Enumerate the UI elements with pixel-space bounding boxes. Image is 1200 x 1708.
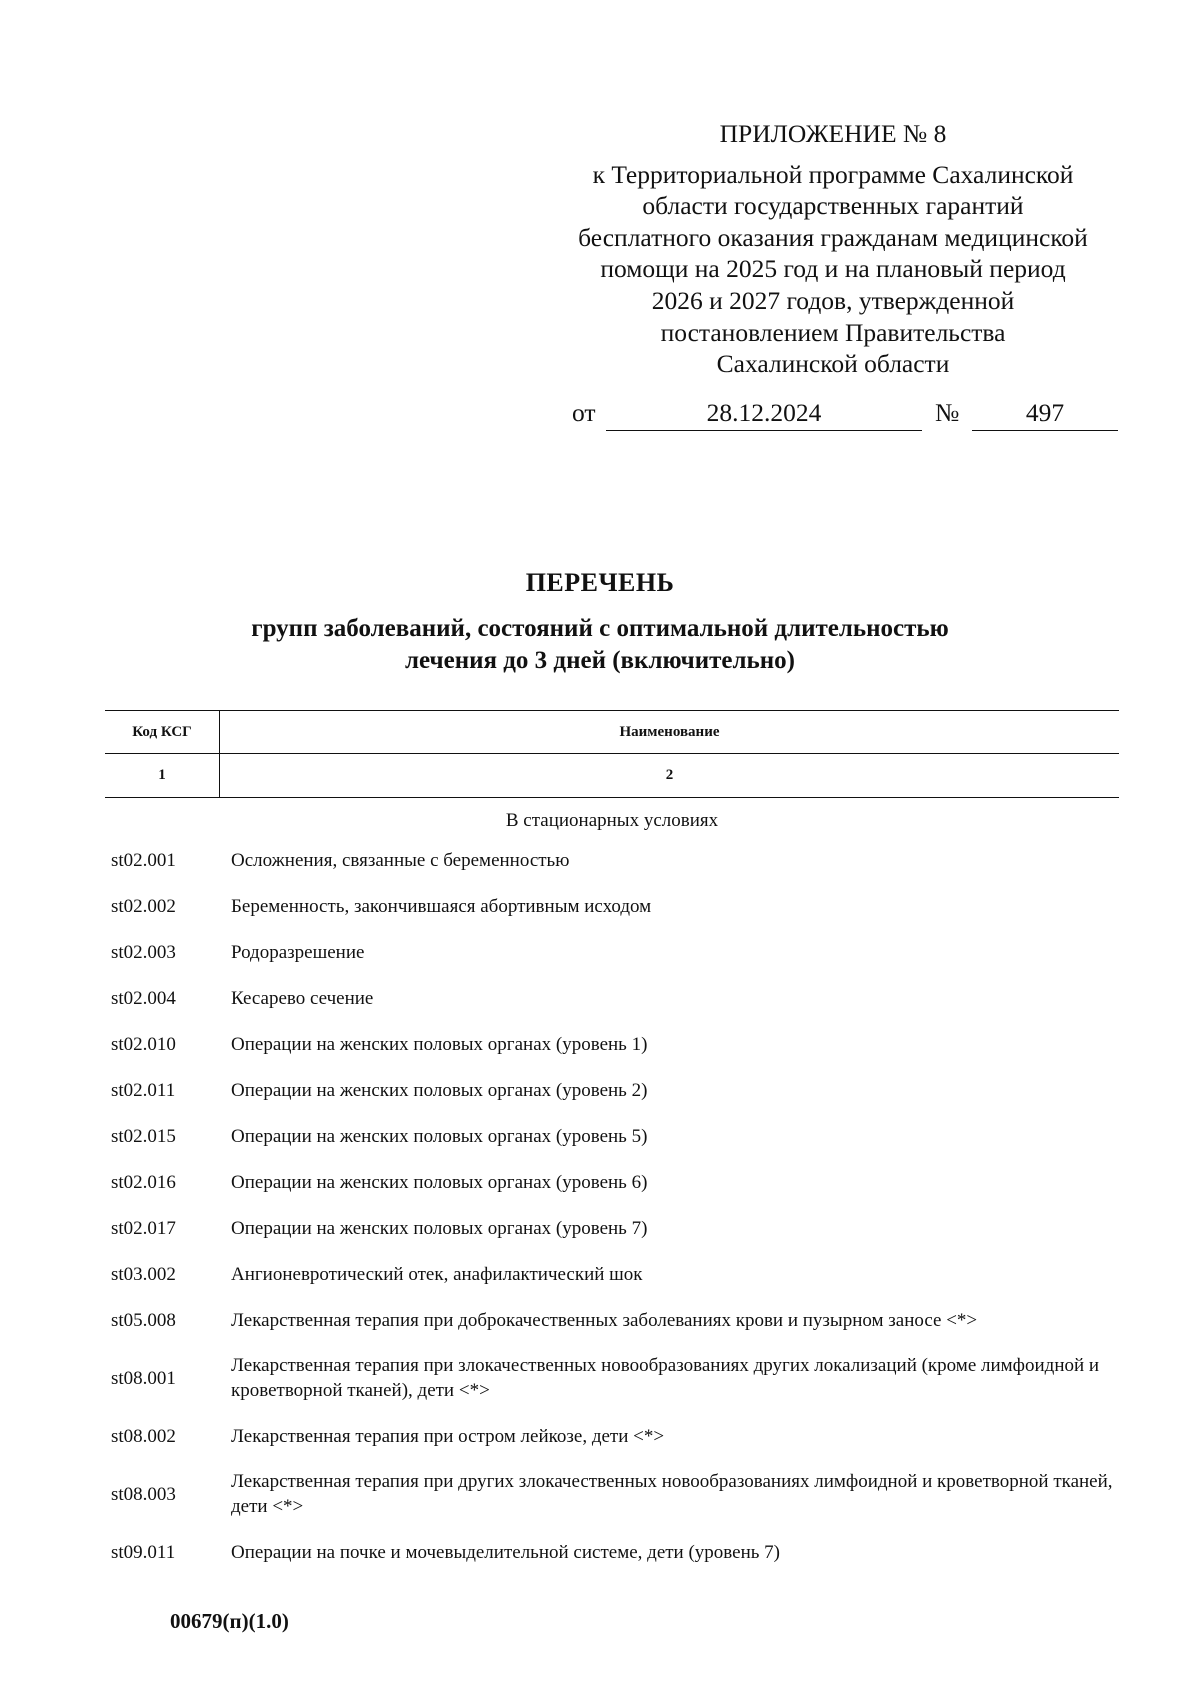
row-code: st02.002 <box>111 895 176 917</box>
table-row <box>105 1413 1119 1459</box>
decree-from-label: от <box>572 398 596 427</box>
appendix-line: 2026 и 2027 годов, утвержденной <box>651 285 1015 315</box>
row-name: Беременность, закончившаяся абортивным исходом <box>231 895 652 917</box>
appendix-title: ПРИЛОЖЕНИЕ № 8 <box>719 119 947 148</box>
decree-number: 497 <box>972 397 1118 431</box>
row-code: st02.011 <box>111 1079 176 1101</box>
section-title: В стационарных условиях <box>505 810 719 831</box>
table-row <box>105 1159 1119 1205</box>
row-code: st08.002 <box>111 1425 176 1447</box>
appendix-line: постановлением Правительства <box>660 317 1006 347</box>
row-code: st02.010 <box>111 1033 176 1055</box>
document-subtitle-line: лечения до 3 дней (включительно) <box>405 647 795 674</box>
table-row <box>105 1459 1119 1529</box>
appendix-block <box>548 118 1118 380</box>
row-name: Лекарственная терапия при доброкачественных заболеваниях крови и пузырном заносе <*> <box>231 1309 978 1331</box>
document-title: ПЕРЕЧЕНЬ <box>525 568 675 597</box>
row-code: st02.001 <box>111 849 176 871</box>
row-code: st02.017 <box>111 1217 176 1239</box>
row-code: st09.011 <box>111 1541 176 1563</box>
numbering-code: 1 <box>105 754 220 797</box>
row-name: Ангионевротический отек, анафилактический шок <box>231 1263 643 1285</box>
table-row <box>105 1529 1119 1575</box>
table-row <box>105 883 1119 929</box>
appendix-line: помощи на 2025 год и на плановый период <box>600 254 1066 284</box>
decree-number-label: № <box>935 398 960 427</box>
row-name: Родоразрешение <box>231 941 365 963</box>
row-code: st03.002 <box>111 1263 176 1285</box>
numbering-name: 2 <box>665 767 674 783</box>
row-name: Операции на женских половых органах (уровень 1) <box>231 1033 648 1055</box>
table-row <box>105 837 1119 883</box>
document-subtitle-line: групп заболеваний, состояний с оптимальной длительностью <box>251 615 949 642</box>
table-header <box>105 710 1119 754</box>
appendix-line: области государственных гарантий <box>642 191 1024 221</box>
table-numbering <box>105 754 1119 798</box>
table-row <box>105 1297 1119 1343</box>
document-code: 00679(п)(1.0) <box>170 1609 289 1633</box>
row-name: Осложнения, связанные с беременностью <box>231 849 570 871</box>
row-code: st02.015 <box>111 1125 176 1147</box>
table-row <box>105 1067 1119 1113</box>
row-name: Лекарственная терапия при других злокачественных новообразованиях лимфоидной и кроветворной тканей, дети <*> <box>231 1471 1113 1517</box>
header-name: Наименование <box>619 723 720 740</box>
decree-date: 28.12.2024 <box>606 397 922 431</box>
row-name: Лекарственная терапия при остром лейкозе, дети <*> <box>231 1425 665 1447</box>
row-name: Операции на почке и мочевыделительной системе, дети (уровень 7) <box>231 1541 781 1563</box>
row-code: st05.008 <box>111 1309 176 1331</box>
table-row <box>105 929 1119 975</box>
row-name: Операции на женских половых органах (уровень 2) <box>231 1079 648 1101</box>
table-row <box>105 1343 1119 1413</box>
appendix-line: бесплатного оказания гражданам медицинской <box>578 222 1088 252</box>
row-code: st02.003 <box>111 941 176 963</box>
table-row <box>105 1113 1119 1159</box>
table-row <box>105 1021 1119 1067</box>
appendix-line: к Территориальной программе Сахалинской <box>592 159 1074 189</box>
row-name: Лекарственная терапия при злокачественных новообразованиях других локализаций (кроме лимфоидной и кроветворной тканей), дети <*> <box>231 1355 1100 1401</box>
table-row <box>105 1205 1119 1251</box>
row-name: Операции на женских половых органах (уровень 6) <box>231 1171 648 1193</box>
ksg-table <box>105 710 1119 1575</box>
table-row <box>105 1251 1119 1297</box>
row-code: st08.003 <box>111 1483 176 1505</box>
header-code: Код КСГ <box>105 711 220 753</box>
document-subtitle <box>150 613 1050 677</box>
row-code: st08.001 <box>111 1367 176 1389</box>
row-code: st02.016 <box>111 1171 176 1193</box>
row-name: Кесарево сечение <box>231 987 374 1009</box>
row-name: Операции на женских половых органах (уровень 7) <box>231 1217 648 1239</box>
row-name: Операции на женских половых органах (уровень 5) <box>231 1125 648 1147</box>
table-row <box>105 975 1119 1021</box>
row-code: st02.004 <box>111 987 176 1009</box>
appendix-line: Сахалинской области <box>716 349 950 379</box>
